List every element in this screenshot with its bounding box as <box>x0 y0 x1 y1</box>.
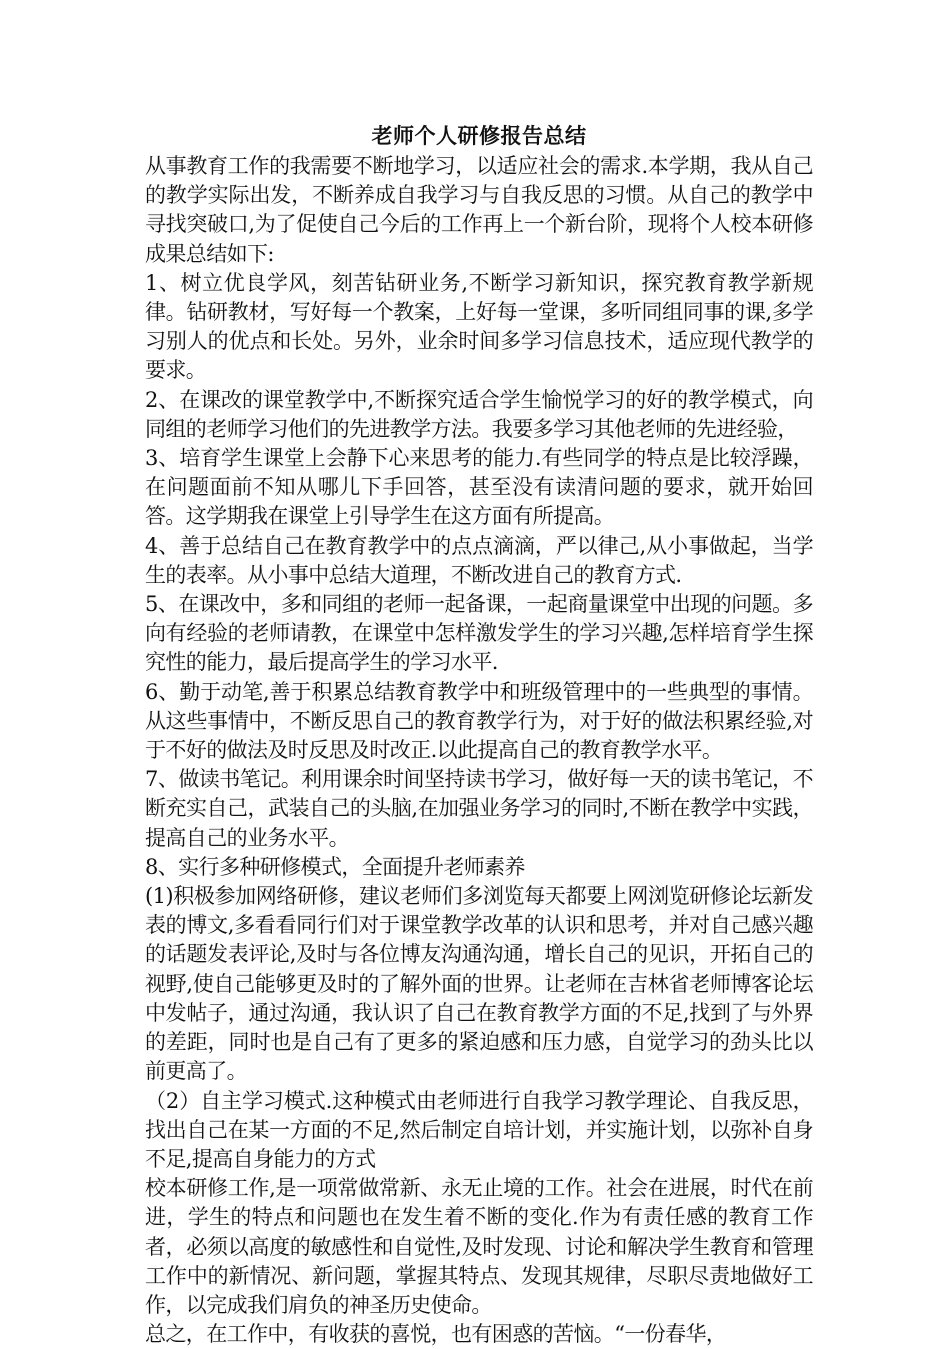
paragraph-subitem-2: （2）自主学习模式.这种模式由老师进行自我学习教学理论、自我反思，找出自己在某一方面的不足,然后制定自培计划，并实施计划，以弥补自身不足,提高自身能力的方式 <box>145 1088 813 1171</box>
paragraph-item-2: 2、在课改的课堂教学中,不断探究适合学生愉悦学习的好的教学模式，向同组的老师学习他们的先进教学方法。我要多学习其他老师的先进经验， <box>145 387 813 441</box>
paragraph-item-6: 6、勤于动笔,善于积累总结教育教学中和班级管理中的一些典型的事情。从这些事情中，不断反思自己的教育教学行为，对于好的做法积累经验,对于不好的做法及时反思及时改正.以此提高自己的教育教学水平。 <box>145 679 813 763</box>
paragraph-item-4: 4、善于总结自己在教育教学中的点点滴滴，严以律己,从小事做起，当学生的表率。从小事中总结大道理，不断改进自己的教育方式. <box>145 533 813 587</box>
paragraph-intro: 从事教育工作的我需要不断地学习，以适应社会的需求.本学期，我从自己的教学实际出发，不断养成自我学习与自我反思的习惯。从自己的教学中寻找突破口,为了促使自己今后的工作再上一个新台阶，现将个人校本研修成果总结如下: <box>145 154 813 266</box>
paragraph-subitem-1: (1)积极参加网络研修，建议老师们多浏览每天都要上网浏览研修论坛新发表的博文,多看看同行们对于课堂教学改革的认识和思考，并对自己感兴趣的话题发表评论,及时与各位博友沟通沟通，增长自己的见识，开拓自己的视野,使自己能够更及时的了解外面的世界。让老师在吉林省老师博客论坛中发帖子，通过沟通，我认识了自己在教育教学方面的不足,找到了与外界的差距，同时也是自己有了更多的紧迫感和压力感，自觉学习的劲头比以前更高了。 <box>145 884 813 1084</box>
paragraph-item-3: 3、培育学生课堂上会静下心来思考的能力.有些同学的特点是比较浮躁，在问题面前不知从哪儿下手回答，甚至没有读清问题的要求，就开始回答。这学期我在课堂上引导学生在这方面有所提高。 <box>145 446 813 529</box>
document-title: 老师个人研修报告总结 <box>371 123 587 148</box>
paragraph-school-research: 校本研修工作,是一项常做常新、永无止境的工作。社会在进展，时代在前进，学生的特点和问题也在发生着不断的变化.作为有责任感的教育工作者，必须以高度的敏感性和自觉性,及时发现、讨论和解决学生教育和管理工作中的新情况、新问题，掌握其特点、发现其规律，尽职尽责地做好工作，以完成我们肩负的神圣历史使命。 <box>145 1176 813 1317</box>
paragraph-item-8: 8、实行多种研修模式，全面提升老师素养 <box>145 854 525 879</box>
paragraph-item-5: 5、在课改中，多和同组的老师一起备课，一起商量课堂中出现的问题。多向有经验的老师请教，在课堂中怎样激发学生的学习兴趣,怎样培育学生探究性的能力，最后提高学生的学习水平. <box>145 592 813 675</box>
document-page <box>145 120 813 1349</box>
paragraph-item-7: 7、做读书笔记。利用课余时间坚持读书学习，做好每一天的读书笔记，不断充实自己，武装自己的头脑,在加强业务学习的同时,不断在教学中实践，提高自己的业务水平。 <box>145 767 813 850</box>
paragraph-conclusion: 总之，在工作中，有收获的喜悦，也有困惑的苦恼。“一份春华， <box>145 1322 727 1347</box>
paragraph-item-1: 1、树立优良学风，刻苦钻研业务,不断学习新知识，探究教育教学新规律。钻研教材，写好每一个教案，上好每一堂课，多听同组同事的课,多学习别人的优点和长处。另外，业余时间多学习信息技术，适应现代教学的要求。 <box>145 270 813 383</box>
